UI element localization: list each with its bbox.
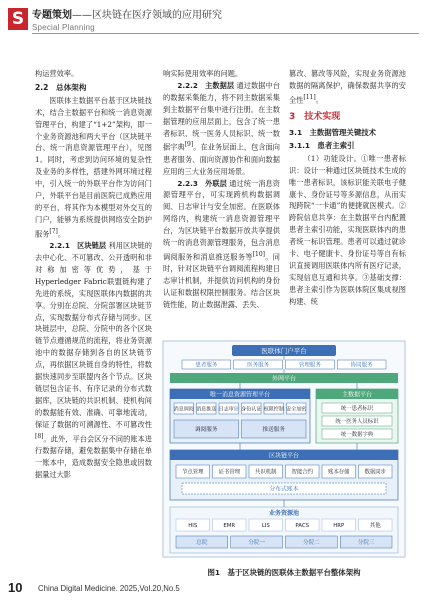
paragraph: 医联体主数据平台基于区块链技术，结合主数据平台和统一消息资源管理平台，构建了“1+2”架构，即一个业务资源池和两大平台（区块链平台、统一消息资源管理平台），见图1。同时，考虑到访问环境的复杂性及业务的多样性，搭建外网环境过程中，引入统一的外联平台作为访问门户，外联平台是目前医院已成熟应用的平台，将其作为本模型对外交互的门户，能够为系统提供网络安全防护服务[7]。: [35, 95, 152, 239]
paragraph: [289, 68, 406, 106]
resource-pool-label: 业务资源池: [268, 510, 300, 517]
blockchain-item-label: 证书管理: [218, 469, 241, 476]
heading-3-1-1: 3.1.1 患者主索引: [289, 140, 355, 150]
header-divider: [32, 33, 419, 34]
portal-item-label: 管理服务: [298, 362, 321, 369]
extranet-label: 外网平台: [271, 375, 297, 383]
paragraph-text: 。: [315, 95, 323, 105]
blockchain-item-label: 共识机制: [254, 469, 277, 476]
section-title-english: Special Planning: [32, 23, 95, 32]
master-data-platform-label: 主数据平台: [341, 391, 373, 399]
journal-logo: S: [8, 8, 28, 30]
text-column-2: [163, 68, 280, 311]
paragraph: [163, 178, 280, 311]
blockchain-item-label: 智能合约: [291, 469, 314, 476]
heading-3-1: 3.1 主数据管理关键技术: [289, 128, 376, 138]
hospital-node-label: 分院一: [248, 540, 266, 547]
citation: [9]: [184, 141, 194, 149]
paragraph: 响实际使用效率的问题。: [163, 69, 243, 78]
section-title-sub: ——区块链在医疗领域的应用研究: [72, 10, 222, 21]
message-item-label: 日志审计: [218, 406, 239, 413]
hospital-node-label: 分院三: [357, 540, 375, 547]
message-item-label: 消息推送: [196, 406, 217, 413]
paragraph: [35, 240, 152, 481]
section-title-main: 专题策划: [32, 10, 72, 21]
text-column-1: [35, 68, 152, 481]
paragraph-text: 利用区块链的去中心化、不可篡改、公开透明和非对称加密等优势，基于Hyperledger Fabric联盟链构建了先进的系统，实现医联体内数据的共享。分别在总院、分院部署区块链节点，实现数据分布式存储与同步。区块链层中，总院、分院中的各个区块链节点遵循规范的流程，将业务资源池中的数据存储到各自的区块链节点，再依据区块链自身的特性，将数据快速同步至联盟内各个节点。区块链层包含证书、有序记录的分布式数据库，区块链的共识机制、使机构间的数据能有效、准确、可靠地流动，保证了数据的可溯源性、不可篡改性: [35, 241, 152, 429]
master-data-item-label: 统一患者标识: [340, 406, 374, 412]
journal-citation: China Digital Medicine. 2025,Vol.20,No.5: [38, 584, 180, 593]
blockchain-platform-label: 区块链平台: [268, 452, 300, 460]
citation: [7]: [49, 227, 58, 235]
heading-2-2-3: 2.2.3 外联层: [177, 178, 227, 188]
resource-item-label: PACS: [295, 522, 310, 529]
message-item-label: 身份认证: [241, 406, 262, 413]
resource-item-label: HRP: [333, 522, 345, 529]
heading-3: 3 技术实现: [289, 112, 341, 123]
message-service-label: 推送服务: [262, 427, 285, 434]
message-item-label: 安全加密: [286, 406, 307, 413]
citation: [10]: [252, 250, 266, 258]
paragraph-text: 。此外，平台会区分不同的账本进行数据存储，避免数据集中存储在单一账本中，造成数据安全隐患或因数据量过大影: [35, 433, 152, 479]
figure-caption: 图1 基于区块链的医联体主数据平台整体架构: [207, 568, 361, 577]
resource-item-label: HIS: [188, 522, 198, 529]
paragraph-text: 通过统一消息资源管理平台，可实现跨机构数据调阅、日志审计与安全加密。在医联体网络内，构建统一消息资源管理平台，为区块链平台数据开放共享提供统一的消息资源管理服务，包含消息调阅服务和消息推送服务等: [163, 178, 280, 262]
section-title: [32, 10, 222, 22]
page-footer: [8, 581, 419, 597]
page-header: [8, 6, 419, 40]
paragraph: [163, 80, 280, 178]
hospital-node-label: 分院二: [302, 540, 320, 547]
architecture-figure: [162, 340, 406, 577]
message-platform-label: 唯一消息资源管理平台: [209, 391, 271, 399]
master-data-item-label: 统一医务人员标识: [335, 419, 379, 425]
message-service-label: 调阅服务: [195, 427, 218, 434]
citation: [8]: [35, 432, 44, 440]
paragraph: 构运营效率。: [35, 69, 79, 78]
resource-item-label: EMR: [223, 522, 236, 529]
architecture-diagram: [162, 340, 406, 558]
message-item-label: 权限控制: [263, 406, 284, 413]
page-number: 10: [8, 580, 23, 595]
paragraph-text: 医联体主数据平台基于区块链技术，结合主数据平台和统一消息资源管理平台，构建了“1+2”架构，即一个业务资源池和两大平台（区块链平台、统一消息资源管理平台），见图1。同时，考虑到访问环境的复杂性及业务的多样性，搭建外网环境过程中，引入统一的外联平台作为访问门户，外联平台是目前医院已成熟应用的平台，将其作为本模型对外交互的门户，能够为系统提供网络安全防护服务: [35, 95, 152, 239]
resource-item-label: 其他: [369, 522, 381, 529]
paragraph-text: 篡改、篡改等风险，实现业务资源池数据的隔离保护，确保数据共享的安全性: [289, 69, 406, 105]
heading-2-2-2: 2.2.2 主数据层: [177, 80, 235, 90]
portal-item-label: 医务服务: [247, 362, 270, 369]
ledger-label: 分布式账本: [269, 486, 299, 493]
blockchain-item-label: 节点管理: [181, 469, 204, 476]
portal-label: 医联体门户平台: [261, 347, 307, 355]
text-column-3: [289, 68, 406, 308]
portal-item-label: 协同服务: [350, 362, 373, 369]
paragraph: （1）功能设计。①唯一患者标识：设计一种通过区块链技术生成的唯一患者标识，该标识能关联电子健康卡、身份证号等多源信息，从而实现跨院“一卡通”的便捷就医模式。②跨院信息共享：在主数据平台内配置患者主索引功能，实现医联体内的患者统一标识管理。患者可以通过就诊卡、电子健康卡、身份证号等自有标识直接调用医联体内所有医疗记录，实现信息互通和共享。③基础支撑：患者主索引作为医联体院区集成视图构建、统: [289, 153, 406, 306]
paragraph-text: 通过数据中台的数据采集能力，将不同主数据采集到主数据平台集中进行注册。在主数据管理的应用层面上，包含了统一患者标识、统一医务人员标识、统一数据字典: [163, 80, 280, 152]
hospital-node-label: 总院: [196, 540, 208, 547]
heading-2-2: 2.2 总体架构: [35, 82, 87, 92]
blockchain-item-label: 数据同步: [364, 469, 387, 476]
paragraph-text: 。在业务层面上，包含面向患者服务、面向资源协作和面向数据应用的三大业务应用场景。: [163, 142, 280, 176]
portal-item-label: 患者服务: [195, 362, 218, 369]
master-data-item-label: 统一数据字典: [340, 432, 374, 438]
blockchain-item-label: 账本存储: [327, 469, 350, 476]
citation: [11]: [303, 93, 316, 101]
resource-item-label: LIS: [261, 522, 270, 529]
heading-2-2-1: 2.2.1 区块链层: [49, 241, 107, 251]
paragraph-text: 。同时，针对区块链平台调阅流程构建日志审计机制，并提供访问机构的身份认证和数据权限控制服务。结合区块链性能，防止数据泄露、丢失、: [163, 252, 280, 309]
message-item-label: 消息调阅: [173, 406, 194, 413]
